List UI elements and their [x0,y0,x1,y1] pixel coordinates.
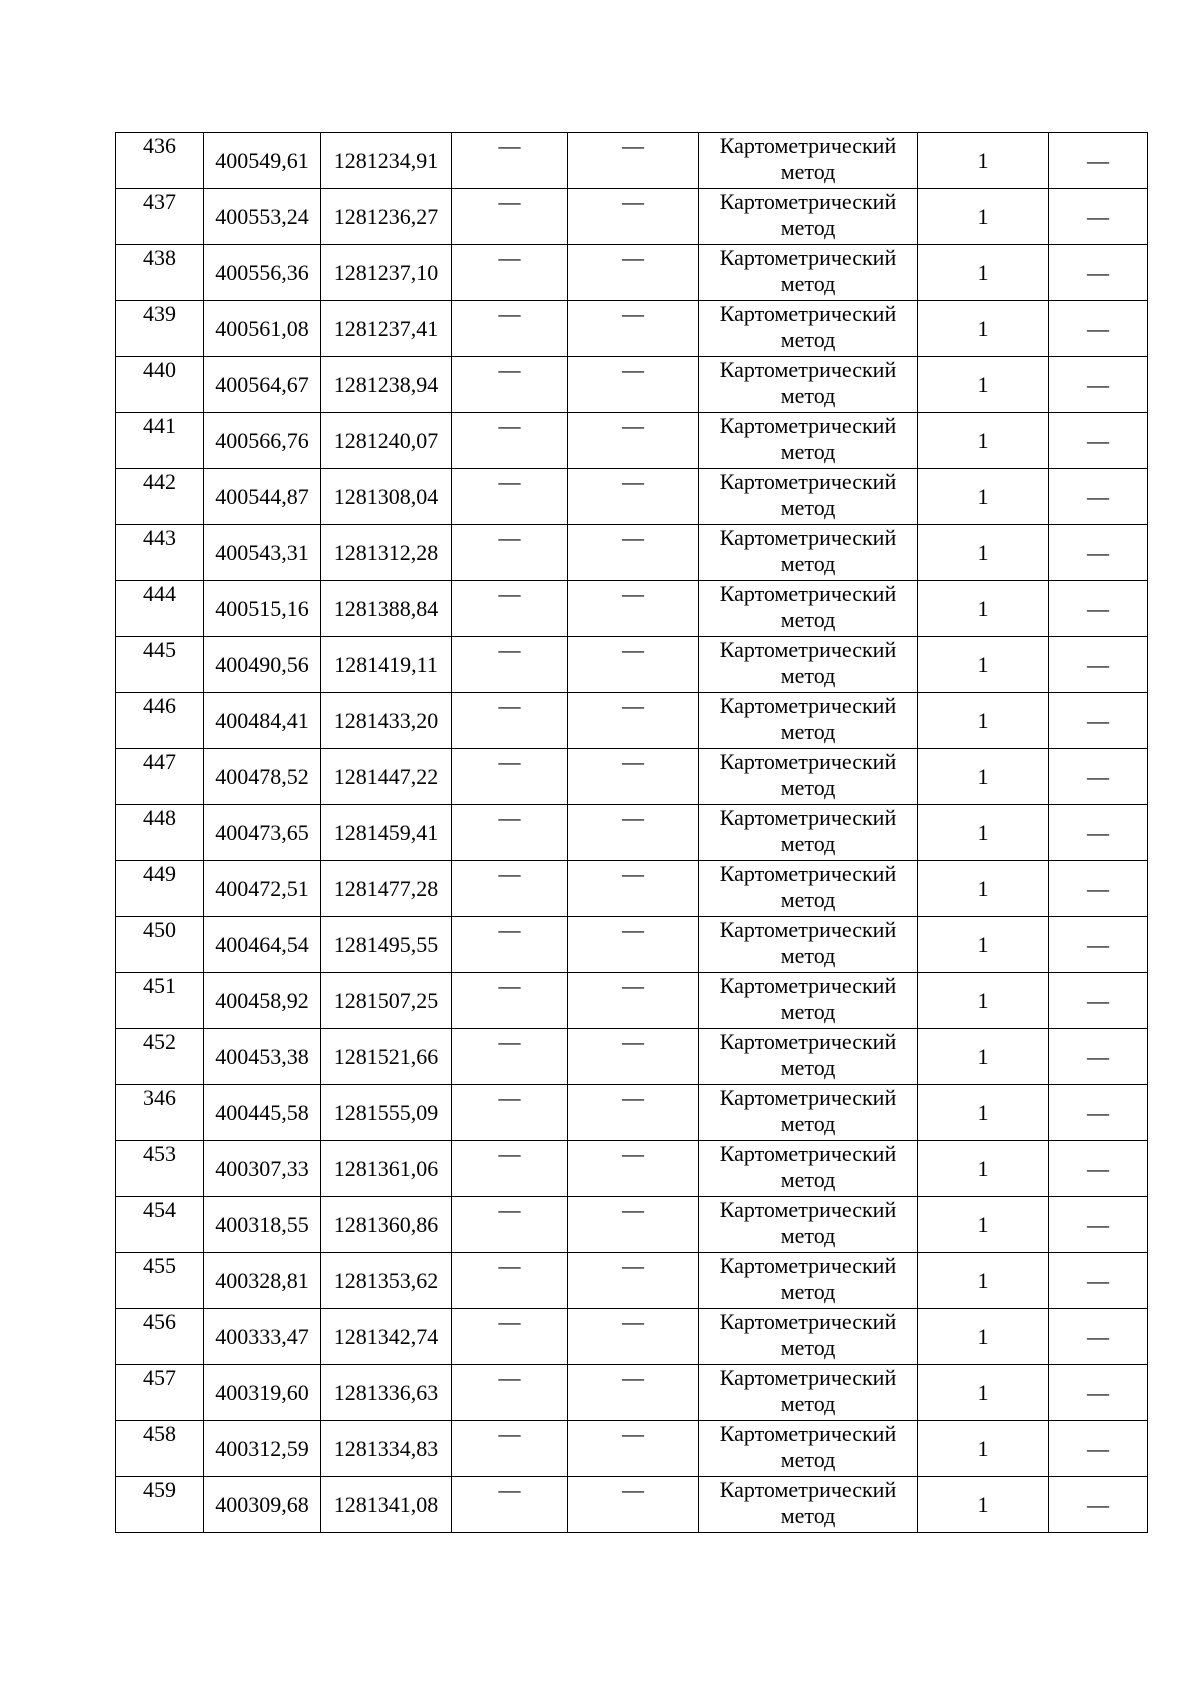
method-line-2: метод [780,495,836,520]
empty-cell-dash: — [452,749,568,805]
empty-cell-dash: — [568,1141,699,1197]
coordinate-y: 1281336,63 [321,1365,452,1421]
determination-method [699,1197,918,1253]
point-number: 440 [116,357,204,413]
empty-cell-dash: — [452,973,568,1029]
coordinate-y: 1281459,41 [321,805,452,861]
determination-method [699,189,918,245]
coordinate-x: 400312,59 [204,1421,321,1477]
accuracy-value: 1 [918,301,1049,357]
method-line-1: Картометрический [719,1477,897,1502]
method-line-2: метод [780,1279,836,1304]
determination-method [699,693,918,749]
table-row [116,1029,1148,1085]
method-line-1: Картометрический [719,861,897,886]
determination-method [699,525,918,581]
determination-method [699,637,918,693]
determination-method [699,1253,918,1309]
accuracy-value: 1 [918,1197,1049,1253]
point-number: 457 [116,1365,204,1421]
method-line-1: Картометрический [719,469,897,494]
method-line-1: Картометрический [719,1421,897,1446]
empty-cell-dash: — [568,1421,699,1477]
empty-cell-dash: — [568,301,699,357]
coordinate-y: 1281312,28 [321,525,452,581]
method-line-2: метод [780,887,836,912]
coordinate-y: 1281419,11 [321,637,452,693]
empty-cell-dash: — [452,1421,568,1477]
coordinate-y: 1281477,28 [321,861,452,917]
coordinate-x: 400549,61 [204,133,321,189]
accuracy-value: 1 [918,1365,1049,1421]
empty-cell-dash: — [452,1029,568,1085]
coordinate-x: 400515,16 [204,581,321,637]
method-line-1: Картометрический [719,749,897,774]
empty-cell-dash: — [1049,189,1148,245]
method-line-1: Картометрический [719,189,897,214]
accuracy-value: 1 [918,245,1049,301]
coordinate-x: 400458,92 [204,973,321,1029]
table-row [116,1421,1148,1477]
empty-cell-dash: — [1049,1365,1148,1421]
point-number: 451 [116,973,204,1029]
coordinate-y: 1281341,08 [321,1477,452,1533]
point-number: 437 [116,189,204,245]
coordinate-y: 1281521,66 [321,1029,452,1085]
method-line-2: метод [780,943,836,968]
empty-cell-dash: — [1049,1253,1148,1309]
empty-cell-dash: — [568,245,699,301]
method-line-2: метод [780,1111,836,1136]
coordinate-x: 400544,87 [204,469,321,525]
coordinate-y: 1281234,91 [321,133,452,189]
empty-cell-dash: — [452,133,568,189]
coordinate-x: 400472,51 [204,861,321,917]
empty-cell-dash: — [1049,357,1148,413]
empty-cell-dash: — [452,189,568,245]
table-row [116,749,1148,805]
empty-cell-dash: — [452,693,568,749]
method-line-2: метод [780,327,836,352]
table-row [116,693,1148,749]
determination-method [699,1477,918,1533]
method-line-1: Картометрический [719,1253,897,1278]
coordinate-y: 1281447,22 [321,749,452,805]
coordinate-y: 1281240,07 [321,413,452,469]
method-line-2: метод [780,1503,836,1528]
empty-cell-dash: — [452,1197,568,1253]
method-line-1: Картометрический [719,133,897,158]
method-line-2: метод [780,1167,836,1192]
table-row [116,973,1148,1029]
table-row [116,1141,1148,1197]
table-row [116,805,1148,861]
determination-method [699,301,918,357]
empty-cell-dash: — [452,805,568,861]
empty-cell-dash: — [1049,1029,1148,1085]
determination-method [699,357,918,413]
accuracy-value: 1 [918,1309,1049,1365]
determination-method [699,1029,918,1085]
empty-cell-dash: — [568,749,699,805]
method-line-2: метод [780,1447,836,1472]
table-row [116,637,1148,693]
empty-cell-dash: — [452,637,568,693]
coordinate-x: 400307,33 [204,1141,321,1197]
empty-cell-dash: — [568,861,699,917]
empty-cell-dash: — [452,581,568,637]
coordinate-x: 400445,58 [204,1085,321,1141]
determination-method [699,1365,918,1421]
determination-method [699,1421,918,1477]
coordinate-y: 1281237,10 [321,245,452,301]
empty-cell-dash: — [1049,1421,1148,1477]
table-row [116,301,1148,357]
empty-cell-dash: — [568,1197,699,1253]
empty-cell-dash: — [568,805,699,861]
empty-cell-dash: — [1049,749,1148,805]
table-row [116,1253,1148,1309]
coordinate-x: 400553,24 [204,189,321,245]
method-line-1: Картометрический [719,413,897,438]
empty-cell-dash: — [568,973,699,1029]
coordinate-x: 400490,56 [204,637,321,693]
accuracy-value: 1 [918,469,1049,525]
point-number: 454 [116,1197,204,1253]
method-line-1: Картометрический [719,973,897,998]
empty-cell-dash: — [1049,1141,1148,1197]
empty-cell-dash: — [568,917,699,973]
method-line-1: Картометрический [719,1197,897,1222]
coordinate-x: 400453,38 [204,1029,321,1085]
empty-cell-dash: — [1049,469,1148,525]
empty-cell-dash: — [452,525,568,581]
coordinate-x: 400478,52 [204,749,321,805]
point-number: 453 [116,1141,204,1197]
coordinate-y: 1281555,09 [321,1085,452,1141]
empty-cell-dash: — [452,1141,568,1197]
coordinate-x: 400543,31 [204,525,321,581]
empty-cell-dash: — [452,1477,568,1533]
table-row [116,1309,1148,1365]
point-number: 436 [116,133,204,189]
coordinate-y: 1281353,62 [321,1253,452,1309]
coordinate-x: 400319,60 [204,1365,321,1421]
empty-cell-dash: — [1049,861,1148,917]
coordinate-y: 1281361,06 [321,1141,452,1197]
method-line-1: Картометрический [719,1085,897,1110]
coordinate-y: 1281308,04 [321,469,452,525]
empty-cell-dash: — [452,917,568,973]
method-line-1: Картометрический [719,1365,897,1390]
method-line-2: метод [780,1223,836,1248]
coordinate-x: 400333,47 [204,1309,321,1365]
accuracy-value: 1 [918,525,1049,581]
coordinate-y: 1281495,55 [321,917,452,973]
determination-method [699,133,918,189]
accuracy-value: 1 [918,1421,1049,1477]
empty-cell-dash: — [1049,525,1148,581]
table-row [116,917,1148,973]
coordinate-x: 400328,81 [204,1253,321,1309]
point-number: 455 [116,1253,204,1309]
point-number: 448 [116,805,204,861]
coordinate-y: 1281388,84 [321,581,452,637]
point-number: 445 [116,637,204,693]
method-line-2: метод [780,383,836,408]
determination-method [699,749,918,805]
table-row [116,1365,1148,1421]
empty-cell-dash: — [1049,1309,1148,1365]
coordinates-table [115,132,1148,1533]
accuracy-value: 1 [918,805,1049,861]
determination-method [699,245,918,301]
empty-cell-dash: — [1049,917,1148,973]
method-line-2: метод [780,831,836,856]
point-number: 456 [116,1309,204,1365]
empty-cell-dash: — [568,413,699,469]
accuracy-value: 1 [918,1085,1049,1141]
method-line-2: метод [780,1335,836,1360]
method-line-1: Картометрический [719,581,897,606]
empty-cell-dash: — [452,413,568,469]
coordinate-x: 400564,67 [204,357,321,413]
table-body [116,133,1148,1533]
coordinate-x: 400318,55 [204,1197,321,1253]
empty-cell-dash: — [568,637,699,693]
table-row [116,245,1148,301]
point-number: 458 [116,1421,204,1477]
empty-cell-dash: — [1049,581,1148,637]
coordinate-y: 1281238,94 [321,357,452,413]
accuracy-value: 1 [918,1029,1049,1085]
table-row [116,357,1148,413]
method-line-1: Картометрический [719,525,897,550]
accuracy-value: 1 [918,917,1049,973]
method-line-1: Картометрический [719,637,897,662]
empty-cell-dash: — [452,861,568,917]
table-row [116,581,1148,637]
table-row [116,861,1148,917]
empty-cell-dash: — [1049,301,1148,357]
empty-cell-dash: — [568,1029,699,1085]
accuracy-value: 1 [918,1477,1049,1533]
method-line-1: Картометрический [719,245,897,270]
empty-cell-dash: — [568,189,699,245]
coordinate-y: 1281334,83 [321,1421,452,1477]
empty-cell-dash: — [452,245,568,301]
point-number: 439 [116,301,204,357]
accuracy-value: 1 [918,413,1049,469]
method-line-2: метод [780,607,836,632]
empty-cell-dash: — [1049,637,1148,693]
point-number: 450 [116,917,204,973]
coordinate-y: 1281236,27 [321,189,452,245]
determination-method [699,805,918,861]
table-row [116,1085,1148,1141]
empty-cell-dash: — [1049,1477,1148,1533]
method-line-2: метод [780,1391,836,1416]
empty-cell-dash: — [568,1309,699,1365]
empty-cell-dash: — [568,1477,699,1533]
method-line-1: Картометрический [719,1141,897,1166]
method-line-2: метод [780,719,836,744]
table-row [116,1477,1148,1533]
empty-cell-dash: — [1049,413,1148,469]
coordinate-x: 400566,76 [204,413,321,469]
coordinate-x: 400556,36 [204,245,321,301]
method-line-2: метод [780,439,836,464]
accuracy-value: 1 [918,189,1049,245]
accuracy-value: 1 [918,693,1049,749]
coordinate-y: 1281360,86 [321,1197,452,1253]
empty-cell-dash: — [1049,1197,1148,1253]
coordinate-y: 1281433,20 [321,693,452,749]
point-number: 449 [116,861,204,917]
determination-method [699,413,918,469]
empty-cell-dash: — [568,469,699,525]
table-row [116,1197,1148,1253]
point-number: 441 [116,413,204,469]
point-number: 442 [116,469,204,525]
determination-method [699,861,918,917]
coordinate-x: 400309,68 [204,1477,321,1533]
determination-method [699,1309,918,1365]
table-row [116,413,1148,469]
accuracy-value: 1 [918,581,1049,637]
empty-cell-dash: — [568,357,699,413]
accuracy-value: 1 [918,973,1049,1029]
method-line-1: Картометрический [719,357,897,382]
method-line-2: метод [780,1055,836,1080]
determination-method [699,917,918,973]
coordinate-y: 1281237,41 [321,301,452,357]
empty-cell-dash: — [568,1365,699,1421]
empty-cell-dash: — [452,469,568,525]
empty-cell-dash: — [452,1085,568,1141]
accuracy-value: 1 [918,357,1049,413]
method-line-1: Картометрический [719,1309,897,1334]
point-number: 444 [116,581,204,637]
method-line-2: метод [780,999,836,1024]
determination-method [699,1141,918,1197]
coordinate-x: 400464,54 [204,917,321,973]
coordinate-y: 1281342,74 [321,1309,452,1365]
empty-cell-dash: — [1049,245,1148,301]
coordinate-x: 400561,08 [204,301,321,357]
empty-cell-dash: — [452,1309,568,1365]
point-number: 447 [116,749,204,805]
empty-cell-dash: — [1049,973,1148,1029]
method-line-1: Картометрический [719,805,897,830]
table-row [116,189,1148,245]
determination-method [699,581,918,637]
method-line-2: метод [780,663,836,688]
determination-method [699,469,918,525]
empty-cell-dash: — [568,693,699,749]
empty-cell-dash: — [452,301,568,357]
method-line-1: Картометрический [719,1029,897,1054]
table-row [116,133,1148,189]
empty-cell-dash: — [568,1253,699,1309]
empty-cell-dash: — [452,357,568,413]
point-number: 346 [116,1085,204,1141]
table-row [116,469,1148,525]
method-line-2: метод [780,271,836,296]
empty-cell-dash: — [1049,693,1148,749]
table-row [116,525,1148,581]
empty-cell-dash: — [568,581,699,637]
method-line-2: метод [780,551,836,576]
coordinate-y: 1281507,25 [321,973,452,1029]
empty-cell-dash: — [568,1085,699,1141]
point-number: 446 [116,693,204,749]
method-line-1: Картометрический [719,917,897,942]
empty-cell-dash: — [1049,1085,1148,1141]
point-number: 452 [116,1029,204,1085]
determination-method [699,1085,918,1141]
point-number: 438 [116,245,204,301]
accuracy-value: 1 [918,637,1049,693]
accuracy-value: 1 [918,1253,1049,1309]
method-line-1: Картометрический [719,693,897,718]
accuracy-value: 1 [918,861,1049,917]
empty-cell-dash: — [1049,805,1148,861]
coordinate-x: 400473,65 [204,805,321,861]
method-line-1: Картометрический [719,301,897,326]
accuracy-value: 1 [918,749,1049,805]
point-number: 443 [116,525,204,581]
accuracy-value: 1 [918,133,1049,189]
coordinate-x: 400484,41 [204,693,321,749]
point-number: 459 [116,1477,204,1533]
method-line-2: метод [780,775,836,800]
empty-cell-dash: — [568,133,699,189]
method-line-2: метод [780,215,836,240]
empty-cell-dash: — [452,1365,568,1421]
empty-cell-dash: — [452,1253,568,1309]
determination-method [699,973,918,1029]
empty-cell-dash: — [1049,133,1148,189]
method-line-2: метод [780,159,836,184]
accuracy-value: 1 [918,1141,1049,1197]
empty-cell-dash: — [568,525,699,581]
